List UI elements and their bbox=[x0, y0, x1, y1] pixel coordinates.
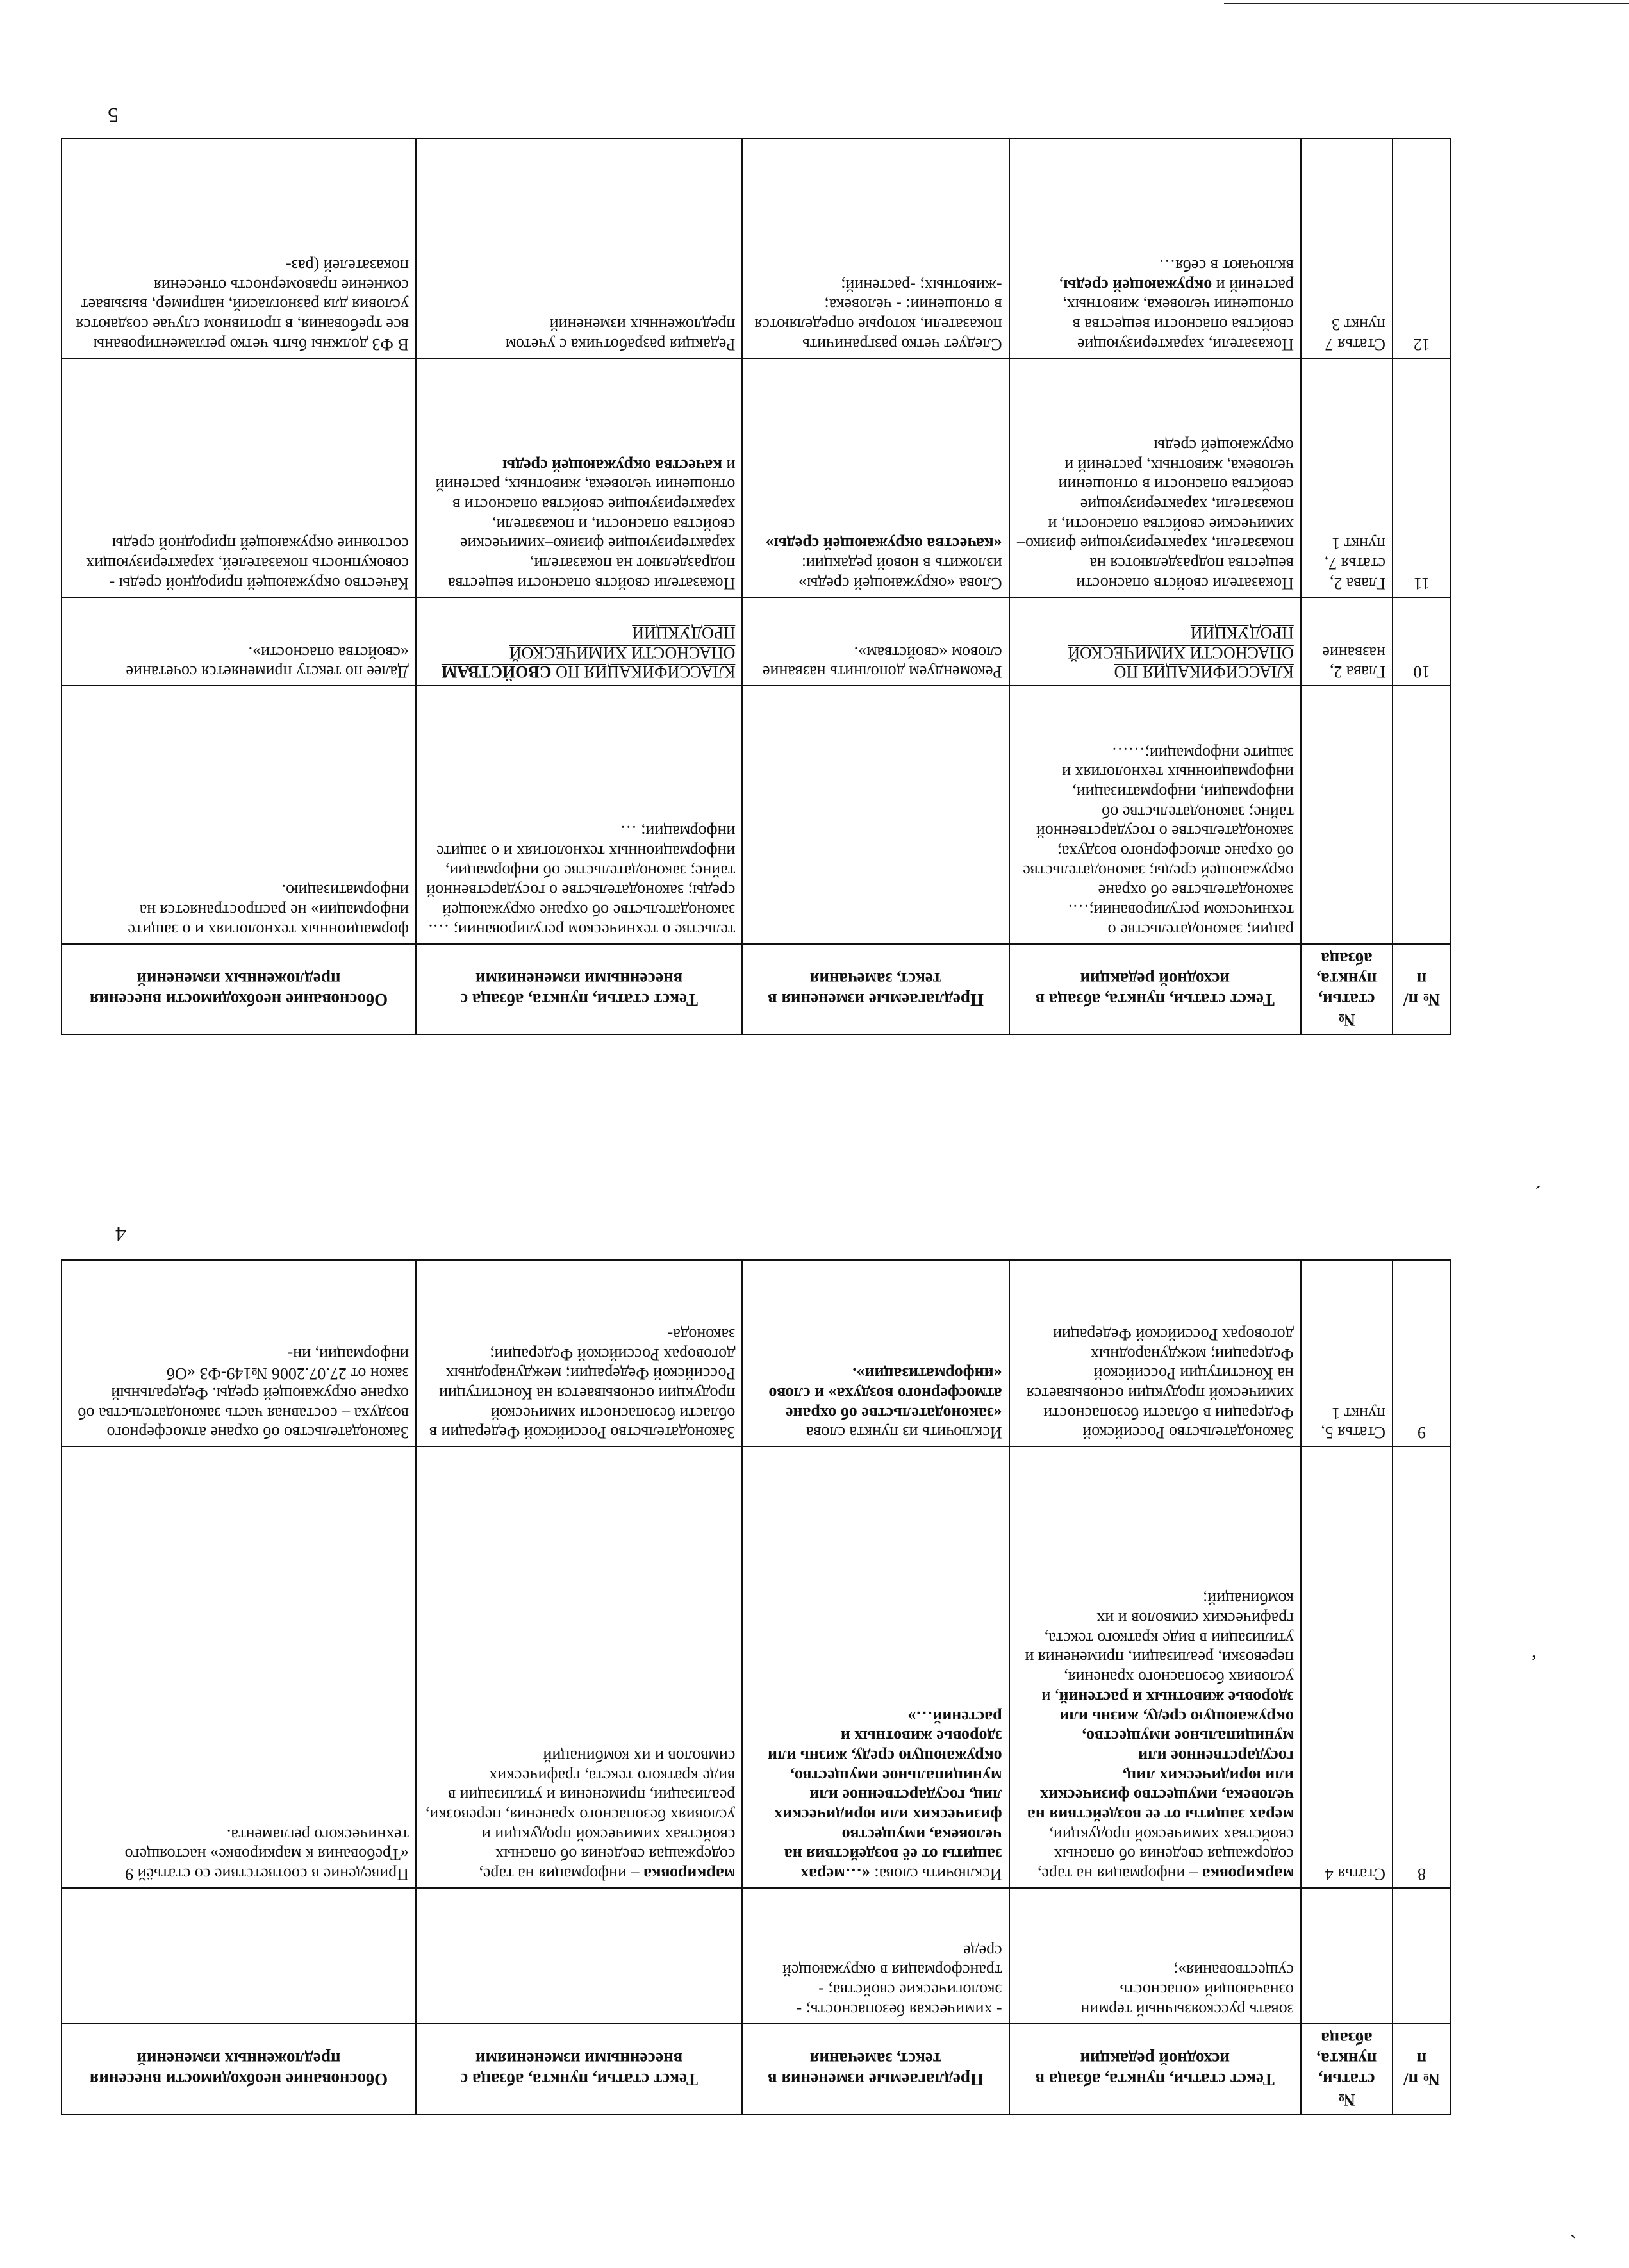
original-text: Законодательство Российской Федерации в области безопасности химической продукции основывается на Конституции Российской Федерации; международных договорах Российской Федерации bbox=[1009, 1260, 1301, 1446]
amended-text: КЛАССИФИКАЦИЯ ПО СВОЙСТВАМ ОПАСНОСТИ ХИМИЧЕСКОЙ ПРОДУКЦИИ bbox=[416, 597, 742, 686]
scan-mark: , bbox=[1532, 1641, 1537, 1662]
header-proposed: Предлагаемые изменения в текст, замечания bbox=[742, 944, 1009, 1034]
page-number: 5 bbox=[108, 103, 119, 127]
original-text: Показатели, характеризующие свойства опасности вещества в отношении человека, животных, растений и окружающей среды, включают в себя… bbox=[1009, 138, 1301, 358]
header-article: № статьи, пункта, абзаца bbox=[1301, 2024, 1393, 2114]
header-rationale: Обоснование необходимости внесения предложенных изменений bbox=[62, 944, 416, 1034]
scan-mark: ˎ bbox=[1570, 2217, 1576, 2239]
proposed-text: - химическая безопасность; - экологические свойства; - трансформация в окружающей среде bbox=[742, 1888, 1009, 2024]
table-row: 8 Статья 4 маркировка – информация на таре, содержащая сведения об опасных свойствах химической продукции, мерах защиты от ее воздействия на человека, имущество физических или юридических лиц, государственное или муниципальное имущество, окружающую среду, жизнь или здоровье животных и растений, и условиях безопасного хранения, перевозки, реализации, применения и утилизации в виде краткого текста, графических символов и их комбинаций; Исключить слова: «…мерах защиты от её воздействия на человека, имущество физических или юридических лиц, государственное или муниципальное имущество, окружающую среду, жизнь или здоровье животных и растений…» маркировка – информация на таре, содержащая сведения об опасных свойствах химической продукции и условиях безопасного хранения, перевозки, реализации, применения и утилизации в виде краткого текста, графических символов и их комбинаций Приведение в соответствие со статьёй 9 «Требования к маркировке» настоящего технического регламента. bbox=[62, 1446, 1451, 1888]
header-num: № п/п bbox=[1393, 2024, 1451, 2114]
amended-text: Показатели свойств опасности вещества подразделяют на показатели, характеризующие физико–химические свойства опасности, и показатели, характеризующие свойства опасности в отношении человека, животных, растений и качества окружающей среды bbox=[416, 358, 742, 597]
table-row: 11 Глава 2, статья 7, пункт 1 Показатели свойств опасности вещества подразделяются на показатели, характеризующие физико–химические свойства опасности, и показатели, характеризующие свойства опасности в отношении человека, животных, растений и окружающей среды Слова «окружающей среды» изложить в новой редакции: «качества окружающей среды» Показатели свойств опасности вещества подразделяют на показатели, характеризующие физико–химические свойства опасности, и показатели, характеризующие свойства опасности в отношении человека, животных, растений и качества окружающей среды Качество окружающей природной среды - совокупность показателей, характеризующих состояние окружающей природной среды bbox=[62, 358, 1451, 597]
header-amended: Текст статьи, пункта, абзаца с внесенными изменениями bbox=[416, 2024, 742, 2114]
amended-text: маркировка – информация на таре, содержащая сведения об опасных свойствах химической продукции и условиях безопасного хранения, перевозки, реализации, применения и утилизации в виде краткого текста, графических символов и их комбинаций bbox=[416, 1446, 742, 1888]
proposed-text: Рекомендуем дополнить название словом «свойствам». bbox=[742, 597, 1009, 686]
amended-text: Законодательство Российской Федерации в области безопасности химической продукции основывается на Конституции Российской Федерации; международных договорах Российской Федерации; законода- bbox=[416, 1260, 742, 1446]
proposed-text: Слова «окружающей среды» изложить в новой редакции: «качества окружающей среды» bbox=[742, 358, 1009, 597]
header-proposed: Предлагаемые изменения в текст, замечания bbox=[742, 2024, 1009, 2114]
proposed-text: Исключить из пункта слова «законодательстве об охране атмосферного воздуха» и слово «информатизации». bbox=[742, 1260, 1009, 1446]
table-row: 12 Статья 7 пункт 3 Показатели, характеризующие свойства опасности вещества в отношении человека, животных, растений и окружающей среды, включают в себя… Следует четко разграничить показатели, которые определяются в отношении: - человека; -животных; -растений; Редакция разработчика с учетом предложенных изменений В ФЗ должны быть четко регламентированы все требования, в противном случае создаются условия для разногласий, например, вызывает сомнение правомерность отнесения показателей (раз- bbox=[62, 138, 1451, 358]
header-original: Текст статьи, пункта, абзаца в исходной редакции bbox=[1009, 2024, 1301, 2114]
rationale-text: В ФЗ должны быть четко регламентированы все требования, в противном случае создаются условия для разногласий, например, вызывает сомнение правомерность отнесения показателей (раз- bbox=[62, 138, 416, 358]
proposed-text: Исключить слова: «…мерах защиты от её воздействия на человека, имущество физических или юридических лиц, государственное или муниципальное имущество, окружающую среду, жизнь или здоровье животных и растений…» bbox=[742, 1446, 1009, 1888]
top-rule-line bbox=[1224, 3, 1629, 4]
original-text: маркировка – информация на таре, содержащая сведения об опасных свойствах химической продукции, мерах защиты от ее воздействия на человека, имущество физических или юридических лиц, государственное или муниципальное имущество, окружающую среду, жизнь или здоровье животных и растений, и условиях безопасного хранения, перевозки, реализации, применения и утилизации в виде краткого текста, графических символов и их комбинаций; bbox=[1009, 1446, 1301, 1888]
proposed-text bbox=[742, 686, 1009, 943]
original-text: зовать русскоязычный термин означающий «опасность существования»; bbox=[1009, 1888, 1301, 2024]
document-page-5 bbox=[61, 138, 1451, 1035]
amended-text bbox=[416, 1888, 742, 2024]
table-row bbox=[62, 686, 1451, 943]
header-rationale: Обоснование необходимости внесения предложенных изменений bbox=[62, 2024, 416, 2114]
original-text: Показатели свойств опасности вещества подразделяются на показатели, характеризующие физико–химические свойства опасности, и показатели, характеризующие свойства опасности в отношении человека, животных, растений и окружающей среды bbox=[1009, 358, 1301, 597]
rationale-text: Качество окружающей природной среды - совокупность показателей, характеризующих состояние окружающей природной среды bbox=[62, 358, 416, 597]
original-text: рации; законодательстве о техническом регулировании;…. законодательстве об охране окружающей среды; законодательстве об охране атмосферного воздуха; законодательстве о государственной тайне; законодательстве об информации, информатизации, информационных технологиях и защите информации;…… bbox=[1009, 686, 1301, 943]
amended-text: Редакция разработчика с учетом предложенных изменений bbox=[416, 138, 742, 358]
header-article: № статьи, пункта, абзаца bbox=[1301, 944, 1393, 1034]
rationale-text: Далее по тексту применяется сочетание «свойства опасности». bbox=[62, 597, 416, 686]
table-row: 10 Глава 2, название КЛАССИФИКАЦИЯ ПО ОПАСНОСТИ ХИМИЧЕСКОЙ ПРОДУКЦИИ Рекомендуем дополнить название словом «свойствам». КЛАССИФИКАЦИЯ ПО СВОЙСТВАМ ОПАСНОСТИ ХИМИЧЕСКОЙ ПРОДУКЦИИ Далее по тексту применяется сочетание «свойства опасности». bbox=[62, 597, 1451, 686]
rationale-text bbox=[62, 1888, 416, 2024]
amendments-table-page-5 bbox=[61, 138, 1451, 1035]
table-row: 9 Статья 5, пункт 1 Законодательство Российской Федерации в области безопасности химической продукции основывается на Конституции Российской Федерации; международных договорах Российской Федерации Исключить из пункта слова «законодательстве об охране атмосферного воздуха» и слово «информатизации». Законодательство Российской Федерации в области безопасности химической продукции основывается на Конституции Российской Федерации; международных договорах Российской Федерации; законода- Законодательство об охране атмосферного воздуха – составная часть законодательства об охране окружающей среды. Федеральный закон от 27.07.2006 №149-ФЗ «Об информации, ин- bbox=[62, 1260, 1451, 1446]
scan-mark: ´ bbox=[1535, 1182, 1541, 1204]
header-original: Текст статьи, пункта, абзаца в исходной редакции bbox=[1009, 944, 1301, 1034]
amendments-table-page-4 bbox=[61, 1259, 1451, 2115]
page-number: 4 bbox=[115, 1221, 126, 1245]
proposed-text: Следует четко разграничить показатели, которые определяются в отношении: - человека; -животных; -растений; bbox=[742, 138, 1009, 358]
rationale-text: формационных технологиях и о защите информации» не распространяется на информатизацию. bbox=[62, 686, 416, 943]
amended-text: тельстве о техническом регулировании; …. законодательстве об охране окружающей среды; законодательстве о государственной тайне; законодательстве об информации, информационных технологиях и о защите информации; … bbox=[416, 686, 742, 943]
rationale-text: Законодательство об охране атмосферного воздуха – составная часть законодательства об охране окружающей среды. Федеральный закон от 27.07.2006 №149-ФЗ «Об информации, ин- bbox=[62, 1260, 416, 1446]
original-text: КЛАССИФИКАЦИЯ ПО ОПАСНОСТИ ХИМИЧЕСКОЙ ПРОДУКЦИИ bbox=[1009, 597, 1301, 686]
rationale-text: Приведение в соответствие со статьёй 9 «Требования к маркировке» настоящего технического регламента. bbox=[62, 1446, 416, 1888]
header-amended: Текст статьи, пункта, абзаца с внесенными изменениями bbox=[416, 944, 742, 1034]
table-row bbox=[62, 1888, 1451, 2024]
header-num: № п/п bbox=[1393, 944, 1451, 1034]
document-page-4 bbox=[61, 1259, 1451, 2115]
